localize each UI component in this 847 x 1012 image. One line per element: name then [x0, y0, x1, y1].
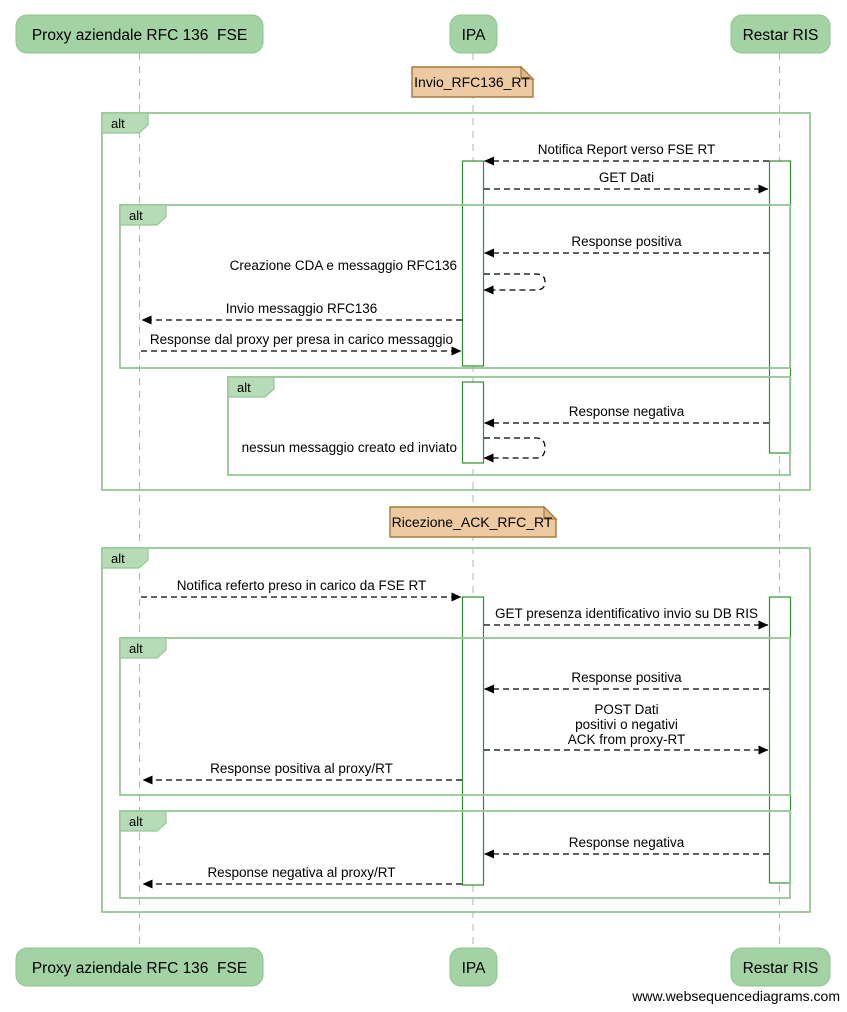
- message-label-notifica-report: Notifica Report verso FSE RT: [537, 142, 716, 157]
- alt-tab-nested-2a: [120, 638, 166, 658]
- alt-frame-nested-2b: [120, 811, 790, 898]
- message-label-response-positiva-1: Response positiva: [571, 234, 682, 249]
- messages-section-2: [141, 578, 769, 884]
- activation-bar-ris-2: [770, 597, 791, 883]
- message-label-post-dati-line1: POST Dati: [594, 702, 659, 717]
- alt-frame-outer-2: [102, 548, 810, 912]
- note-ricezione-ack-label: Ricezione_ACK_RFC_RT: [391, 514, 553, 530]
- alt-tab-label: alt: [129, 641, 143, 656]
- actor-ris-bottom-label: Restar RIS: [742, 960, 819, 977]
- actor-ris-top-label: Restar RIS: [742, 27, 819, 44]
- actor-ipa-top-label: IPA: [461, 27, 486, 44]
- lifelines: [140, 53, 780, 948]
- alt-tab-label: alt: [129, 208, 143, 223]
- watermark: www.websequencediagrams.com: [632, 988, 840, 1004]
- message-label-response-negativa-1: Response negativa: [568, 404, 685, 419]
- message-label-response-dal-proxy: Response dal proxy per presa in carico messaggio: [149, 332, 454, 347]
- message-selfloop-nessun-messaggio: [484, 438, 545, 458]
- message-label-get-presenza: GET presenza identificativo invio su DB RIS: [494, 606, 759, 621]
- message-label-response-negativa-proxy: Response negativa al proxy/RT: [207, 865, 396, 880]
- message-label-creazione-cda: Creazione CDA e messaggio RFC136: [229, 258, 457, 273]
- alt-tab-nested-1a: [120, 205, 166, 225]
- message-label-response-positiva-2: Response positiva: [571, 670, 682, 685]
- actor-proxy-top-label: Proxy aziendale RFC 136 FSE: [31, 27, 248, 44]
- actors-top: [16, 15, 830, 53]
- alt-tab-label: alt: [111, 551, 125, 566]
- message-label-response-negativa-2: Response negativa: [568, 835, 685, 850]
- actors-bottom: [16, 948, 830, 986]
- message-label-response-positiva-proxy: Response positiva al proxy/RT: [210, 761, 393, 776]
- message-selfloop-creazione-cda: [484, 274, 545, 290]
- actor-proxy-bottom-label: Proxy aziendale RFC 136 FSE: [31, 960, 248, 977]
- note-invio-rfc136-label: Invio_RFC136_RT: [414, 74, 530, 90]
- message-label-notifica-referto: Notifica referto preso in carico da FSE RT: [176, 578, 427, 593]
- alt-tab-label: alt: [237, 380, 251, 395]
- activation-bar-ipa-2: [463, 382, 484, 463]
- message-label-post-dati-line3: ACK from proxy-RT: [567, 732, 686, 747]
- alt-tab-label: alt: [129, 814, 143, 829]
- message-label-post-dati-line2: positivi o negativi: [575, 717, 678, 732]
- message-label-invio-messaggio: Invio messaggio RFC136: [225, 301, 378, 316]
- message-label-nessun-messaggio: nessun messaggio creato ed inviato: [241, 440, 457, 455]
- message-label-get-dati: GET Dati: [598, 170, 655, 185]
- alt-tab-label: alt: [111, 116, 125, 131]
- activation-bar-ipa-1: [463, 161, 484, 366]
- alt-tab-nested-1b: [228, 377, 274, 397]
- messages-section-1: [141, 142, 769, 458]
- alt-tab-nested-2b: [120, 811, 166, 831]
- actor-ipa-bottom-label: IPA: [461, 960, 486, 977]
- alt-frame-outer-1: [102, 113, 810, 490]
- activation-bar-ipa-3: [463, 597, 484, 885]
- alt-tab-outer-2: [102, 548, 148, 568]
- alt-frame-nested-1b: [228, 377, 790, 475]
- alt-tab-outer-1: [102, 113, 148, 133]
